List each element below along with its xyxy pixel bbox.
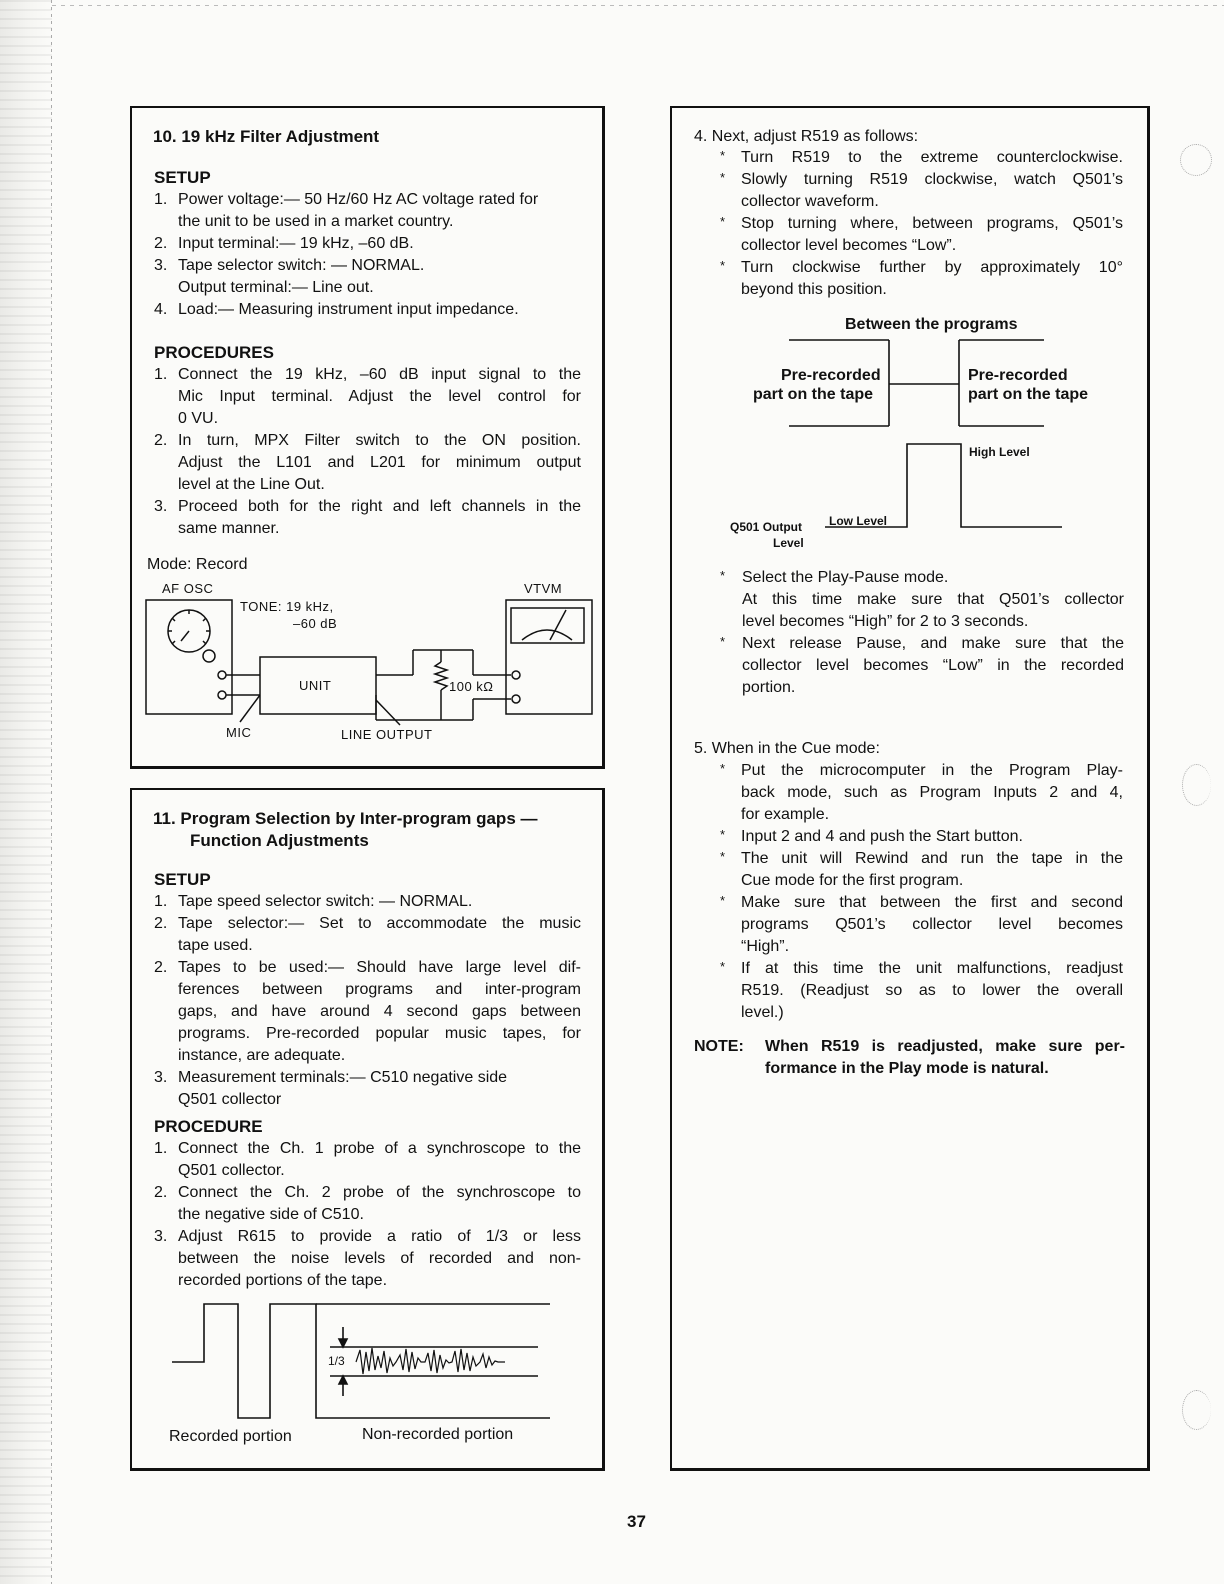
section-10-title: 10. 19 kHz Filter Adjustment <box>153 127 380 146</box>
scan-speck <box>1182 764 1211 806</box>
list-line: Slowly turning R519 clockwise, watch Q501’s <box>741 171 1123 188</box>
list-line: Q501 collector. <box>178 1162 285 1179</box>
list-line: Output terminal:— Line out. <box>178 279 374 296</box>
timing-left-label-1: Pre-recorded <box>781 367 881 384</box>
list-number: 4. <box>154 301 168 318</box>
list-line: R519. (Readjust so as to lower the overall <box>741 982 1123 999</box>
list-line: ferences between programs and inter-program <box>178 981 581 998</box>
list-line: beyond this position. <box>741 281 887 298</box>
setup-heading: SETUP <box>154 168 211 187</box>
list-line: Load:— Measuring instrument input impedance. <box>178 301 519 318</box>
step-4-intro: 4. Next, adjust R519 as follows: <box>694 128 919 145</box>
bullet-star: * <box>720 170 726 185</box>
scan-speck <box>1182 1390 1211 1430</box>
list-number: 3. <box>154 1228 168 1245</box>
list-line: programs. Pre-recorded popular music tapes, for <box>178 1025 581 1042</box>
tone-label: TONE: 19 kHz, <box>240 599 334 614</box>
list-line: the negative side of C510. <box>178 1206 364 1223</box>
list-number: 2. <box>154 432 168 449</box>
list-number: 1. <box>154 191 168 208</box>
ratio-label: 1/3 <box>328 1354 345 1368</box>
list-line: Connect the Ch. 1 probe of a synchroscope to the <box>178 1140 581 1157</box>
list-line: Input terminal:— 19 kHz, –60 dB. <box>178 235 414 252</box>
note-label: NOTE: <box>694 1038 744 1055</box>
list-line: same manner. <box>178 520 280 537</box>
mic-label: MIC <box>226 725 252 740</box>
list-line: At this time make sure that Q501’s collector <box>742 591 1124 608</box>
procedure-heading: PROCEDURE <box>154 1117 263 1136</box>
scan-speck <box>1180 144 1212 176</box>
non-recorded-portion-label: Non-recorded portion <box>362 1426 514 1443</box>
list-line: Next release Pause, and make sure that the <box>742 635 1124 652</box>
list-line: Measurement terminals:— C510 negative side <box>178 1069 508 1086</box>
list-line: “High”. <box>741 938 790 955</box>
list-line: level at the Line Out. <box>178 476 325 493</box>
list-line: Tape selector switch: — NORMAL. <box>178 257 425 274</box>
list-line: Cue mode for the first program. <box>741 872 964 889</box>
step-5-intro: 5. When in the Cue mode: <box>694 740 880 757</box>
note-text-cont: formance in the Play mode is natural. <box>765 1060 1049 1077</box>
list-number: 1. <box>154 893 168 910</box>
list-line: Power voltage:— 50 Hz/60 Hz AC voltage rated for <box>178 191 539 208</box>
timing-left-label-2: part on the tape <box>753 386 874 403</box>
timing-right-label-2: part on the tape <box>968 386 1089 403</box>
list-line: In turn, MPX Filter switch to the ON position. <box>178 432 581 449</box>
list-line: instance, are adequate. <box>178 1047 346 1064</box>
list-line: between the noise levels of recorded and non- <box>178 1250 581 1267</box>
bullet-star: * <box>720 849 726 864</box>
bullet-star: * <box>720 568 726 583</box>
list-line: Make sure that between the first and second <box>741 894 1123 911</box>
list-number: 3. <box>154 1069 168 1086</box>
list-line: collector level becomes “Low” in the recorded <box>742 657 1124 674</box>
list-line: Mic Input terminal. Adjust the level control for <box>178 388 581 405</box>
list-line: portion. <box>742 679 796 696</box>
list-number: 3. <box>154 498 168 515</box>
list-number: 1. <box>154 366 168 383</box>
bullet-star: * <box>720 214 726 229</box>
bullet-star: * <box>720 258 726 273</box>
list-line: If at this time the unit malfunctions, readjust <box>741 960 1123 977</box>
list-line: Proceed both for the right and left channels in the <box>178 498 581 515</box>
list-line: Connect the Ch. 2 probe of the synchroscope to <box>178 1184 581 1201</box>
section-11-title-cont: Function Adjustments <box>190 831 369 850</box>
list-line: Turn clockwise further by approximately 10° <box>741 259 1123 276</box>
recorded-portion-label: Recorded portion <box>169 1428 292 1445</box>
bullet-star: * <box>720 827 726 842</box>
list-line: level becomes “High” for 2 to 3 seconds. <box>742 613 1029 630</box>
list-line: Input 2 and 4 and push the Start button. <box>741 828 1023 845</box>
list-line: gaps, and have around 4 second gaps between <box>178 1003 581 1020</box>
list-line: programs Q501’s collector level becomes <box>741 916 1123 933</box>
section-11-title: 11. Program Selection by Inter-program gaps — <box>153 809 538 828</box>
list-line: level.) <box>741 1004 784 1021</box>
list-line: tape used. <box>178 937 253 954</box>
list-number: 2. <box>154 959 168 976</box>
q501-level-label: Level <box>773 536 804 550</box>
setup-heading: SETUP <box>154 870 211 889</box>
list-line: collector waveform. <box>741 193 879 210</box>
mode-label: Mode: Record <box>147 556 248 573</box>
list-line: recorded portions of the tape. <box>178 1272 388 1289</box>
af-osc-label: AF OSC <box>162 581 214 596</box>
list-number: 2. <box>154 1184 168 1201</box>
list-number: 1. <box>154 1140 168 1157</box>
q501-output-label: Q501 Output <box>730 520 803 534</box>
list-number: 2. <box>154 915 168 932</box>
timing-right-label-1: Pre-recorded <box>968 367 1068 384</box>
list-line: Turn R519 to the extreme counterclockwise. <box>741 149 1123 166</box>
bullet-star: * <box>720 148 726 163</box>
list-line: Tape speed selector switch: — NORMAL. <box>178 893 473 910</box>
list-line: Select the Play-Pause mode. <box>742 569 949 586</box>
timing-title: Between the programs <box>845 316 1018 333</box>
high-level-label: High Level <box>969 445 1030 459</box>
list-line: Q501 collector <box>178 1091 282 1108</box>
bullet-star: * <box>720 959 726 974</box>
procedures-heading: PROCEDURES <box>154 343 274 362</box>
list-line: for example. <box>741 806 830 823</box>
list-line: Tape selector:— Set to accommodate the music <box>178 915 581 932</box>
unit-label: UNIT <box>299 678 332 693</box>
list-line: the unit to be used in a market country. <box>178 213 454 230</box>
bullet-star: * <box>720 893 726 908</box>
list-line: Tapes to be used:— Should have large level dif- <box>178 959 581 976</box>
list-line: collector level becomes “Low”. <box>741 237 957 254</box>
list-line: Adjust R615 to provide a ratio of 1/3 or less <box>178 1228 581 1245</box>
list-line: Stop turning where, between programs, Q501’s <box>741 215 1123 232</box>
line-output-label: LINE OUTPUT <box>341 727 433 742</box>
list-line: 0 VU. <box>178 410 219 427</box>
vtvm-label: VTVM <box>524 581 563 596</box>
list-line: Adjust the L101 and L201 for minimum output <box>178 454 581 471</box>
list-line: back mode, such as Program Inputs 2 and 4, <box>741 784 1123 801</box>
list-number: 2. <box>154 235 168 252</box>
list-number: 3. <box>154 257 168 274</box>
note-text: When R519 is readjusted, make sure per- <box>765 1038 1125 1055</box>
tone-level-label: –60 dB <box>293 616 338 631</box>
low-level-label: Low Level <box>829 514 888 528</box>
list-line: The unit will Rewind and run the tape in the <box>741 850 1123 867</box>
page-number: 37 <box>627 1512 646 1531</box>
resistor-label: 100 kΩ <box>449 679 494 694</box>
bullet-star: * <box>720 634 726 649</box>
bullet-star: * <box>720 761 726 776</box>
list-line: Put the microcomputer in the Program Play- <box>741 762 1123 779</box>
list-line: Connect the 19 kHz, –60 dB input signal to the <box>178 366 581 383</box>
